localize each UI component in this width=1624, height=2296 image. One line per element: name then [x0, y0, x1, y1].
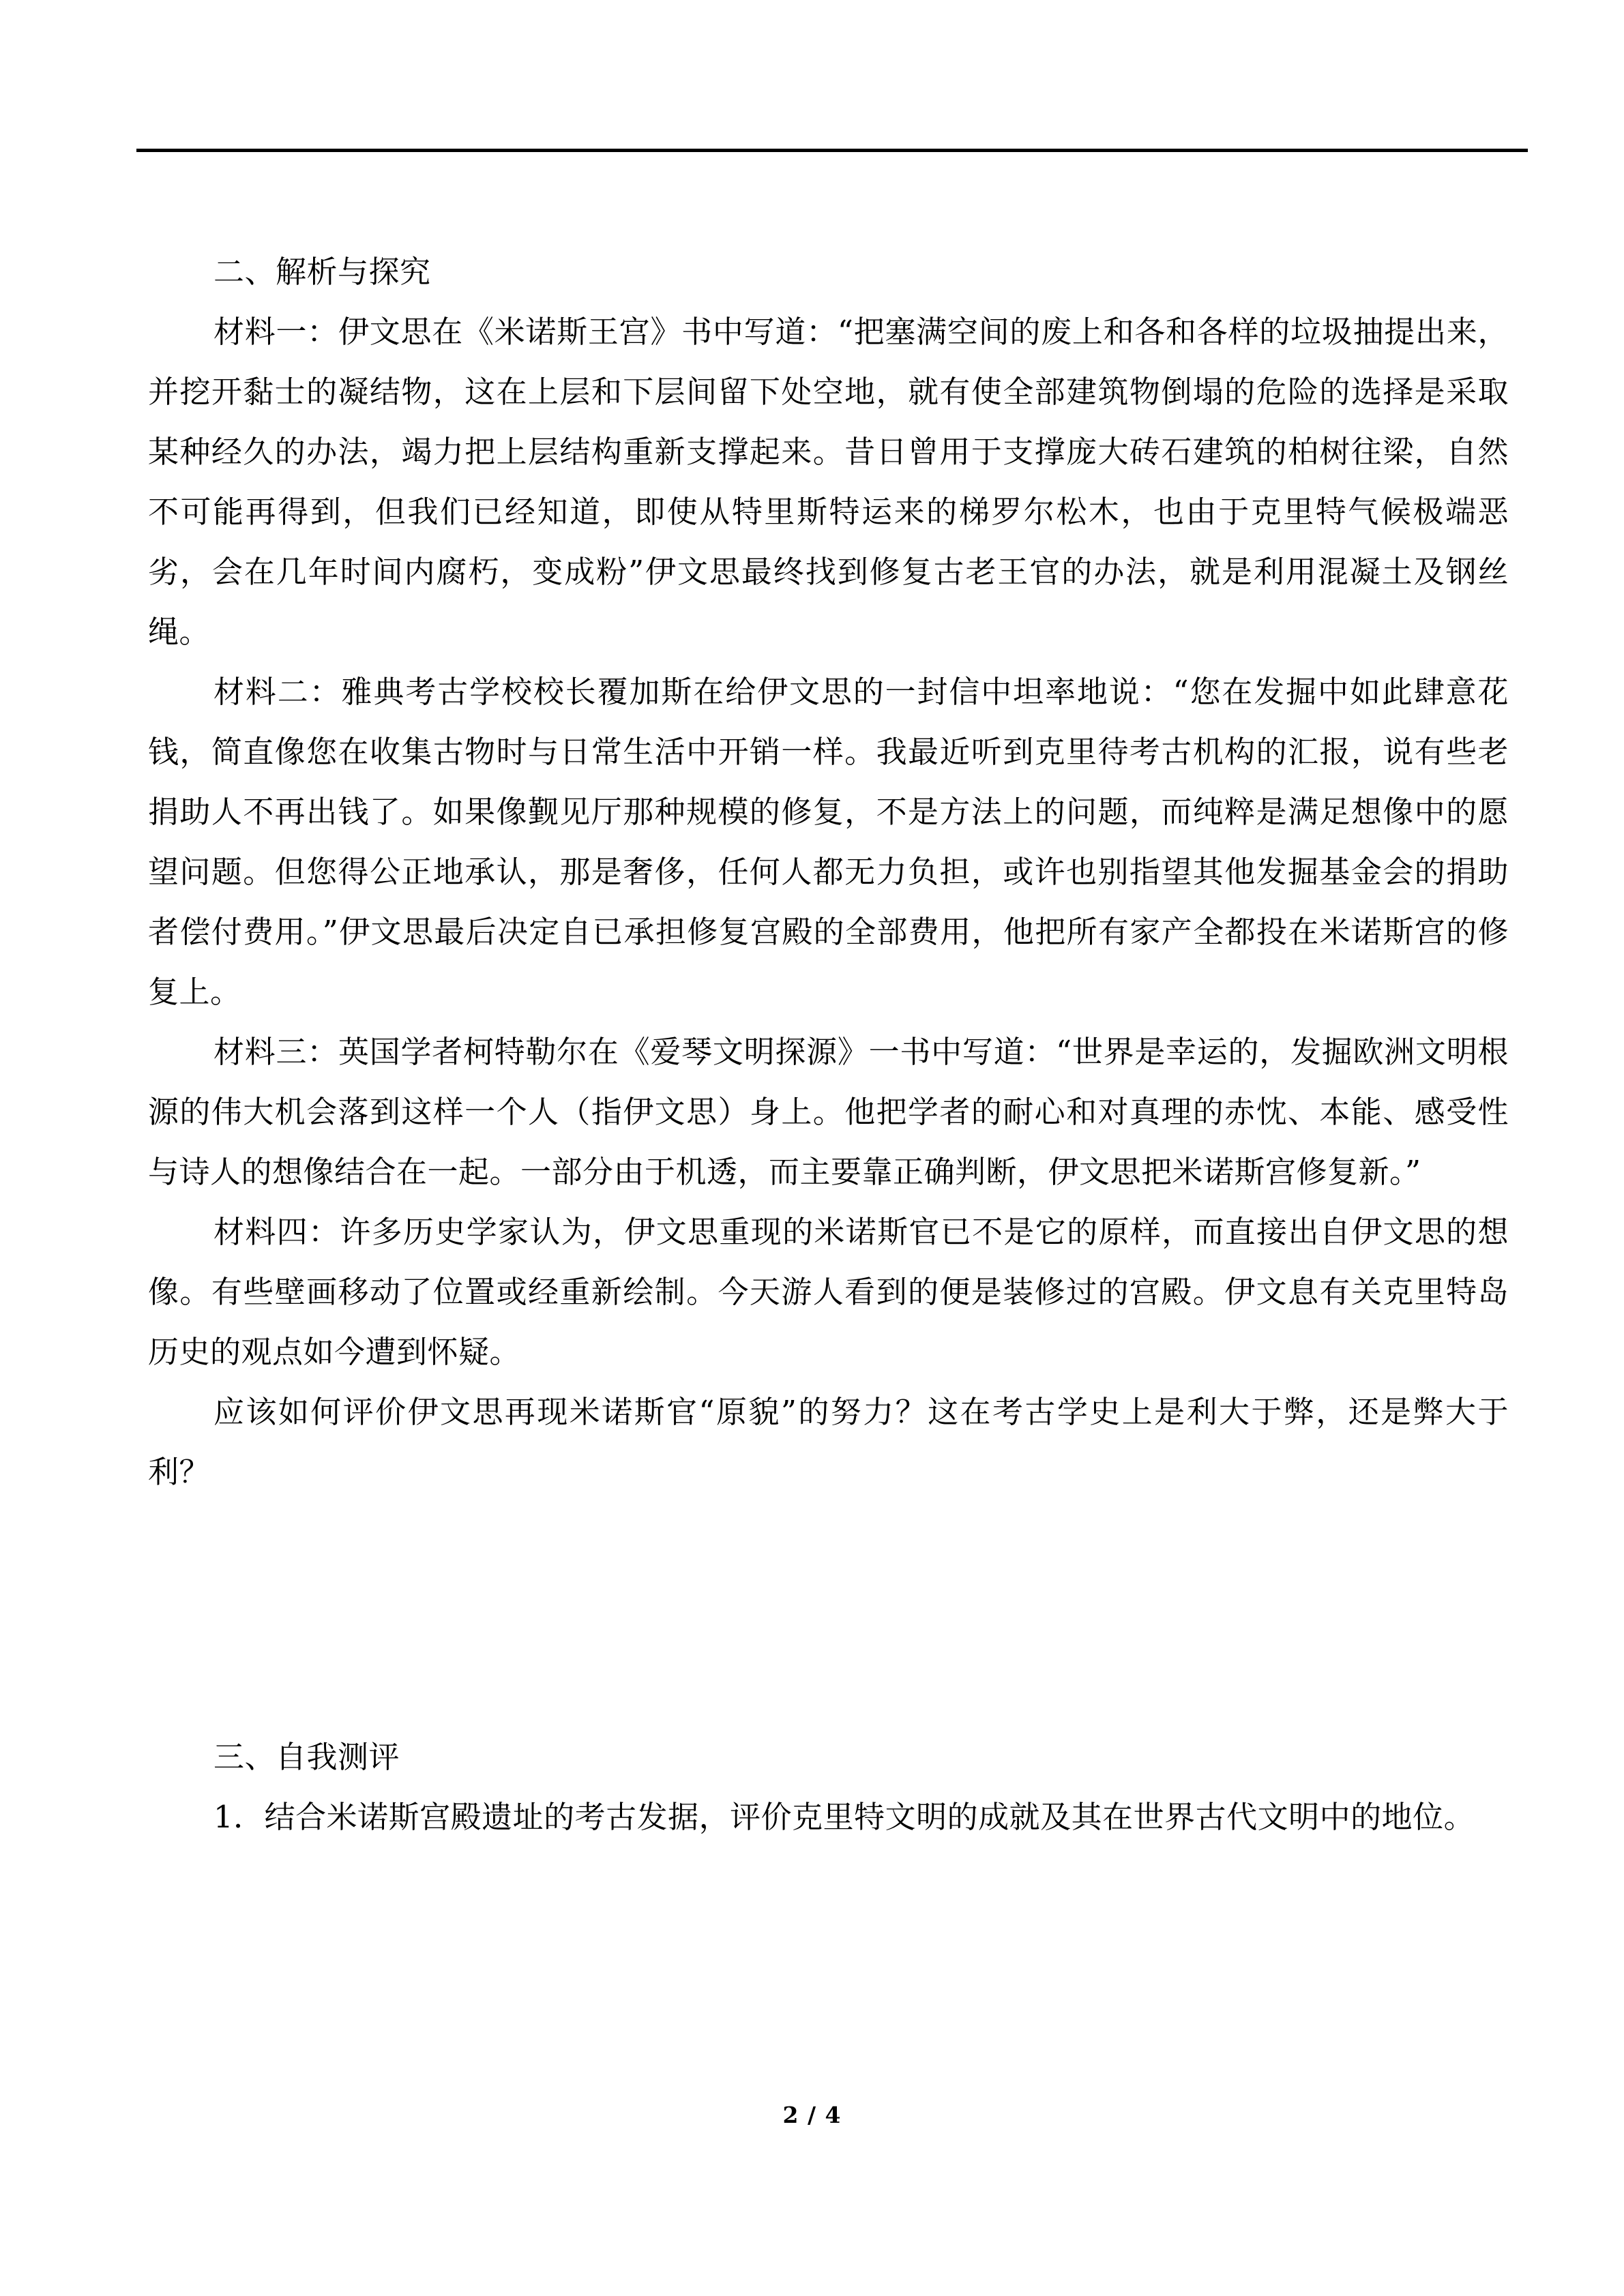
self-assessment-question-1: 1．结合米诺斯宫殿遗址的考古发据，评价克里特文明的成就及其在世界古代文明中的地位。 [213, 1799, 1475, 1835]
material-one-paragraph: 材料一：伊文思在《米诺斯王宫》书中写道：“把塞满空间的废上和各和各样的垃圾抽提出来，并挖开黏士的凝结物，这在上层和下层间留下处空地，就有使全部建筑物倒塌的危险的选择是采取某种经久的办法，竭力把上层结构重新支撑起来。昔日曾用于支撑庞大砖石建筑的柏树往梁，自然不可能再得到，但我们已经知道，即使从特里斯特运来的梯罗尔松木，也由于克里特气候极端恶劣，会在几年时间内腐朽，变成粉”伊文思最终找到修复古老王官的办法，就是利用混凝土及钢丝绳。 [148, 314, 1509, 650]
section-heading-two: 二、解析与探究 [213, 254, 431, 290]
page-header [0, 0, 1624, 157]
document-body [148, 242, 1509, 1847]
material-four-paragraph: 材料四：许多历史学家认为，伊文思重现的米诺斯官已不是它的原样，而直接出自伊文思的想像。有些壁画移动了位置或经重新绘制。今天游人看到的便是装修过的宫殿。伊文息有关克里特岛历史的观点如今遭到怀疑。 [148, 1214, 1509, 1370]
section-spacer [148, 1502, 1509, 1727]
material-two-paragraph: 材料二：雅典考古学校校长覆加斯在给伊文思的一封信中坦率地说：“您在发掘中如此肆意花钱，简直像您在收集古物时与日常生活中开销一样。我最近听到克里待考古机构的汇报，说有些老捐助人不再出钱了。如果像觐见厅那种规模的修复，不是方法上的问题，而纯粹是满足想像中的愿望问题。但您得公正地承认，那是奢侈，任何人都无力负担，或许也别指望其他发掘基金会的捐助者偿付费用。”伊文思最后决定自已承担修复宫殿的全部费用，他把所有家产全都投在米诺斯宫的修复上。 [148, 674, 1509, 1010]
section-heading-three: 三、自我测评 [213, 1739, 400, 1775]
header-rule [136, 149, 1528, 152]
section-two-question: 应该如何评价伊文思再现米诺斯官“原貌”的努力？这在考古学史上是利大于弊，还是弊大于利？ [148, 1394, 1509, 1490]
page-number: 2 / 4 [782, 2102, 842, 2128]
page-footer [0, 2102, 1624, 2128]
material-three-paragraph: 材料三：英国学者柯特勒尔在《爱琴文明探源》一书中写道：“世界是幸运的，发掘欧洲文明根源的伟大机会落到这样一个人（指伊文思）身上。他把学者的耐心和对真理的赤忱、本能、感受性与诗人的想像结合在一起。一部分由于机透，而主要靠正确判断，伊文思把米诺斯宫修复新。” [148, 1034, 1509, 1190]
